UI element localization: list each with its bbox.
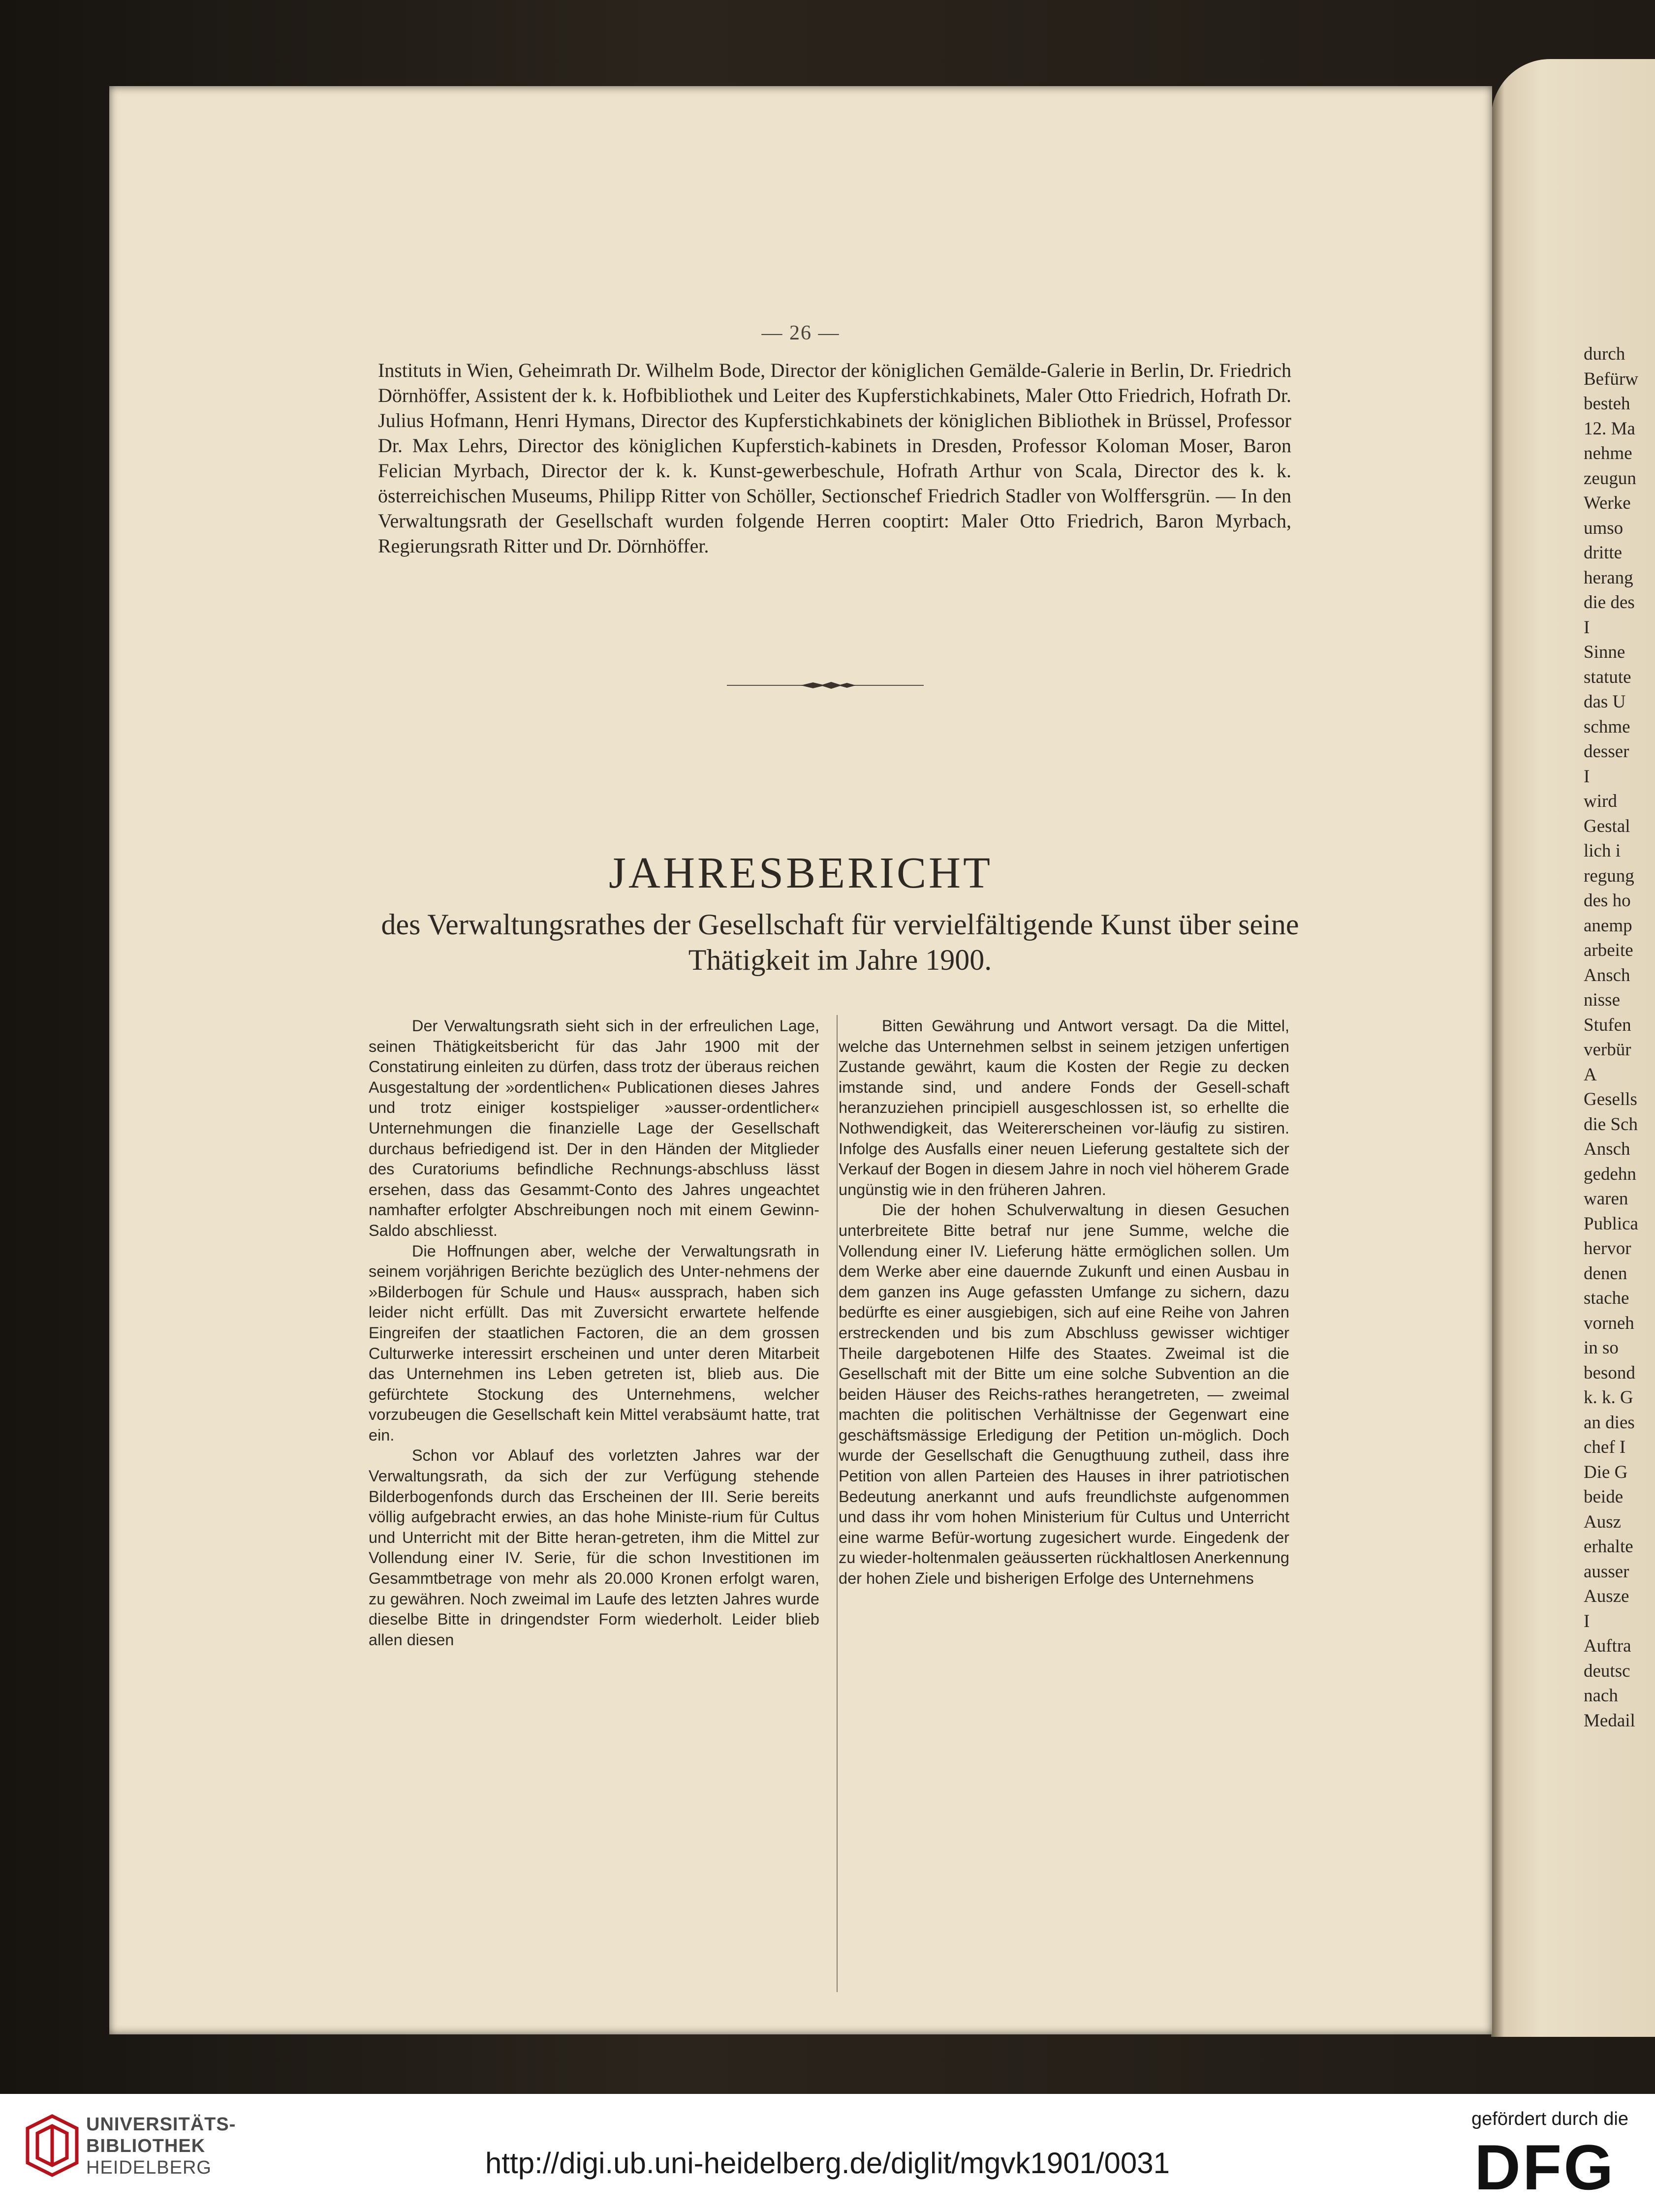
report-title: JAHRESBERICHT	[608, 849, 993, 897]
next-page-fragment: umso	[1584, 518, 1624, 538]
footer-bar	[0, 2094, 1655, 2212]
next-page-fragment: Stufen	[1584, 1014, 1631, 1035]
intro-paragraph: Instituts in Wien, Geheimrath Dr. Wilhelm Bode, Director der königlichen Gemälde-Galerie in Berlin, Dr. Friedrich Dörnhöffer, Assistent der k. k. Hofbibliothek und Leiter des Kupferstichkabinets, Maler Otto Friedrich, Hofrath Dr. Julius Hofmann, Henri Hymans, Director des Kupferstichkabinets der königlichen Bibliothek in Brüssel, Professor Dr. Max Lehrs, Director des königlichen Kupferstich-kabinets in Dresden, Professor Koloman Moser, Baron Felician Myrbach, Director der k. k. Kunst-gewerbeschule, Hofrath Arthur von Scala, Director des k. k. österreichischen Museums, Philipp Ritter von Schöller, Sectionschef Friedrich Stadler von Wolffersgrün. — In den Verwaltungsrath der Gesellschaft wurden folgende Herren cooptirt: Maler Otto Friedrich, Baron Myrbach, Regierungsrath Ritter und Dr. Dörnhöffer.	[378, 359, 1291, 557]
next-page-fragment: Die G	[1584, 1462, 1628, 1482]
next-page-fragment: besteh	[1584, 394, 1630, 414]
next-page-fragment: das U	[1584, 692, 1626, 712]
library-name-line3: HEIDELBERG	[86, 2157, 212, 2178]
next-page-fragment: beide	[1584, 1487, 1624, 1507]
next-page-fragment: statute	[1584, 667, 1631, 687]
next-page-fragment: waren	[1584, 1189, 1628, 1209]
next-page-fragment: die Sch	[1584, 1114, 1638, 1135]
next-page-fragment: Befürw	[1584, 369, 1638, 389]
next-page-fragment: nach	[1584, 1686, 1618, 1706]
next-page-fragment: des ho	[1584, 891, 1631, 911]
next-page-fragment: zeugun	[1584, 468, 1636, 489]
column-divider	[837, 1015, 838, 1992]
next-page-fragment: gedehn	[1584, 1164, 1636, 1184]
next-page-fragment: Publica	[1584, 1213, 1638, 1234]
next-page-fragment: in so	[1584, 1338, 1619, 1358]
next-page-fragment: Sinne	[1584, 642, 1625, 662]
next-page-fragment: k. k. G	[1584, 1387, 1633, 1408]
left-column	[369, 1016, 819, 1650]
next-page-fragment: desser	[1584, 741, 1629, 762]
next-page-fragment: Gestal	[1584, 816, 1630, 836]
next-page-fragment: Ausz	[1584, 1511, 1622, 1532]
next-page-fragment: Ausze	[1584, 1586, 1629, 1606]
next-page-fragment: 12. Ma	[1584, 418, 1635, 439]
next-page-fragment: A	[1584, 1064, 1597, 1085]
next-page-fragment: nehme	[1584, 443, 1632, 463]
next-page-fragment: Gesells	[1584, 1089, 1637, 1109]
right-column	[839, 1016, 1289, 1589]
document-page	[109, 86, 1492, 2034]
page-number: — 26 —	[761, 322, 840, 344]
next-page-fragment: erhalte	[1584, 1536, 1633, 1557]
next-page-text-fragments	[1584, 342, 1655, 1733]
library-name-line1: UNIVERSITÄTS-	[86, 2114, 236, 2135]
next-page-fragment: an dies	[1584, 1412, 1635, 1433]
next-page-fragment: durch	[1584, 344, 1625, 364]
next-page-fragment: I	[1584, 1611, 1590, 1631]
next-page-fragment: Auftra	[1584, 1636, 1631, 1656]
next-page-fragment: chef I	[1584, 1437, 1626, 1457]
report-subtitle: des Verwaltungsrathes der Gesellschaft für vervielfältigende Kunst über seine Thätigkeit im Jahre 1900.	[381, 908, 1299, 976]
next-page-fragment: die des	[1584, 592, 1635, 613]
next-page-fragment: besond	[1584, 1362, 1635, 1383]
next-page-fragment: denen	[1584, 1263, 1627, 1284]
next-page-fragment: deutsc	[1584, 1660, 1630, 1681]
next-page-fragment: verbür	[1584, 1040, 1631, 1060]
left-paragraph: Die Hoffnungen aber, welche der Verwaltungsrath in seinem vorjährigen Berichte bezüglich des Unter-nehmens der »Bilderbogen für Schule und Haus« aussprach, haben sich leider nicht erfüllt. Das mit Zuversicht erwartete helfende Eingreifen der staatlichen Factoren, die an dem grossen Culturwerke interessirt erscheinen und unter deren Mitarbeit das Unternehmen ins Leben getreten ist, blieb aus. Die gefürchtete Stockung des Unternehmens, welcher vorzubeugen die Gesellschaft kein Mittel verabsäumt hatte, trat ein.	[369, 1242, 819, 1444]
next-page-fragment: lich i	[1584, 841, 1621, 861]
next-page-fragment: schme	[1584, 716, 1630, 737]
next-page-fragment: Ansch	[1584, 965, 1630, 985]
next-page-fragment: ausser	[1584, 1561, 1629, 1582]
next-page-fragment: wird	[1584, 791, 1617, 811]
next-page-fragment: arbeite	[1584, 940, 1633, 960]
next-page-fragment: nisse	[1584, 990, 1620, 1010]
next-page-fragment: I	[1584, 766, 1590, 787]
right-paragraph: Bitten Gewährung und Antwort versagt. Da die Mittel, welche das Unternehmen selbst in seinem jetzigen unfertigen Zustande gewährt, kaum die Kosten der Regie zu decken imstande sind, und andere Fonds der Gesell-schaft heranzuziehen principiell ausgeschlossen ist, so erhellte die Nothwendigkeit, das Weitererscheinen vor-läufig zu sistiren. Infolge des Ausfalls einer neuen Lieferung gestaltete sich der Verkauf der Bogen in diesem Jahre in noch viel höherem Grade ungünstig wie in den früheren Jahren.	[839, 1017, 1289, 1198]
next-page-fragment: Medail	[1584, 1710, 1635, 1731]
ornamental-divider	[727, 680, 924, 690]
left-paragraph: Der Verwaltungsrath sieht sich in der erfreulichen Lage, seinen Thätigkeitsbericht für das Jahr 1900 mit der Constatirung einleiten zu dürfen, dass trotz der überaus reichen Ausgestaltung der »ordentlichen« Publicationen dieses Jahres und trotz einiger kostspieliger »ausser-ordentlicher« Unternehmungen die finanzielle Lage der Gesellschaft durchaus befriedigend ist. Der in den Händen der Mitglieder des Curatoriums befindliche Rechnungs-abschluss lässt ersehen, dass das Gesammt-Conto des Jahres ungeachtet namhafter erfolgter Abschreibungen noch mit einem Gewinn-Saldo abschliesst.	[369, 1017, 819, 1239]
next-page-fragment: Ansch	[1584, 1139, 1630, 1159]
dfg-logo: DFG	[1474, 2131, 1616, 2203]
next-page-fragment: regung	[1584, 865, 1634, 886]
next-page-edge	[1491, 59, 1655, 2037]
left-paragraph: Schon vor Ablauf des vorletzten Jahres war der Verwaltungsrath, da sich der zur Verfügung stehende Bilderbogenfonds durch das Erscheinen der III. Serie bereits völlig aufgebracht erwies, an das hohe Ministe-rium für Cultus und Unterricht mit der Bitte heran-getreten, ihm die Mittel zur Vollendung einer IV. Serie, für die schon Investitionen im Gesammtbetrage von mehr als 20.000 Kronen erfolgt waren, zu gewähren. Noch zweimal im Laufe des letzten Jahres wurde dieselbe Bitte in dringendster Form wiederholt. Leider blieb allen diesen	[369, 1446, 819, 1649]
next-page-fragment: anemp	[1584, 915, 1632, 936]
next-page-fragment: dritte	[1584, 543, 1623, 563]
next-page-fragment: vorneh	[1584, 1313, 1634, 1333]
next-page-fragment: herang	[1584, 567, 1633, 588]
next-page-fragment: I	[1584, 617, 1590, 638]
funded-by-label: gefördert durch die	[1471, 2109, 1628, 2129]
permalink-url[interactable]: http://digi.ub.uni-heidelberg.de/diglit/mgvk1901/0031	[485, 2147, 1170, 2180]
next-page-fragment: stache	[1584, 1288, 1629, 1308]
library-name-line2: BIBLIOTHEK	[86, 2136, 206, 2156]
next-page-fragment: hervor	[1584, 1238, 1631, 1259]
next-page-fragment: Werke	[1584, 493, 1631, 513]
right-paragraph: Die der hohen Schulverwaltung in diesen Gesuchen unterbreitete Bitte betraf nur jene Summe, welche die Vollendung einer IV. Lieferung hätte ermöglichen sollen. Um dem Werke aber eine dauernde Zukunft und einen Ausbau in dem ganzen ins Auge gefassten Umfange zu sichern, dazu bedürfte es einer ausgiebigen, sich auf eine Reihe von Jahren erstreckenden und bis zum Abschluss gewisser wichtiger Theile dargebotenen Hilfe des Staates. Zweimal ist die Gesellschaft mit der Bitte um eine solche Subvention an die beiden Häuser des Reichs-rathes herangetreten, — zweimal machten die politischen Verhältnisse der Gegenwart eine geschäftsmässige Erledigung der Petition un-möglich. Doch wurde der Gesellschaft die Genugthuung zutheil, dass ihre Petition von allen Parteien des Hauses in ihrer patriotischen Bedeutung anerkannt und aufs freundlichste aufgenommen und dass ihr vom hohen Ministerium für Cultus und Unterricht eine warme Befür-wortung zugesichert wurde. Eingedenk der zu wieder-holtenmalen geäusserten rückhaltlosen Anerkennung der hohen Ziele und bisherigen Erfolge des Unternehmens	[839, 1201, 1289, 1588]
